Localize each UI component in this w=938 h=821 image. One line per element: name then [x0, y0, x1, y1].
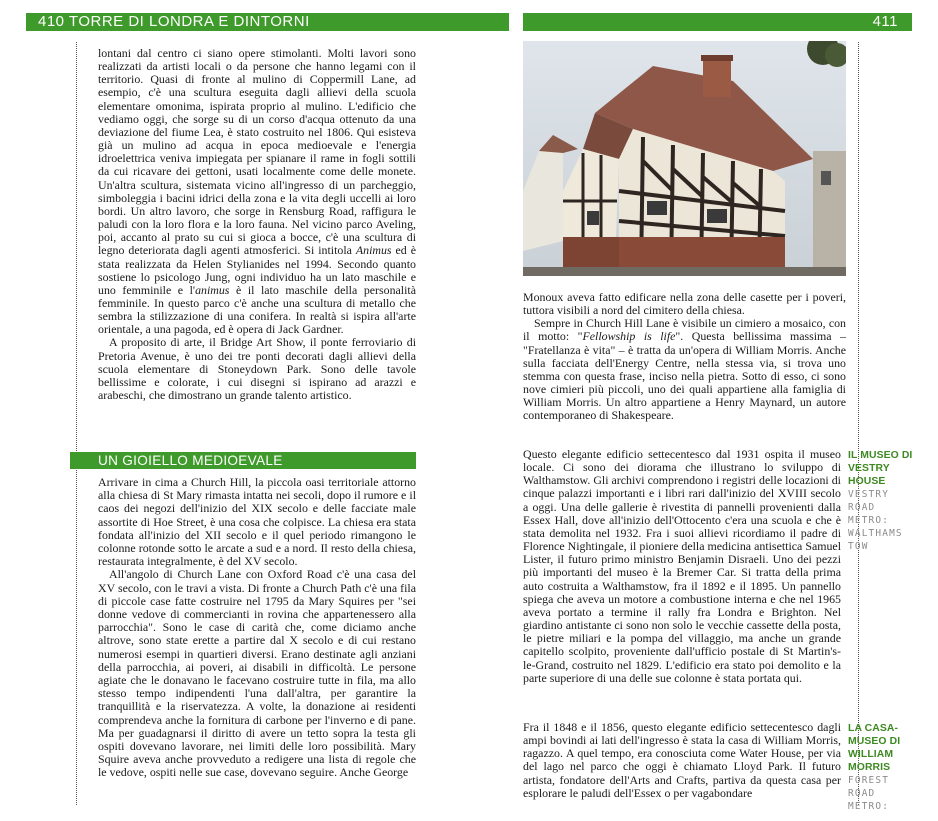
sidebar-title: LA CASA-MUSEO DI WILLIAM MORRIS	[848, 723, 901, 773]
paragraph: Fra il 1848 e il 1856, questo elegante edificio settecentesco dagli ampi bovindi ai lati dell'ingresso è stata la casa di William Morris, ragazzo. A quel tempo, era conosciuta come Water House, per via del lago nel parco che oggi è chiamato Lloyd Park. Il futuro artista, fondatore dell'Arts and Crafts, partiva da questa casa per esplorare le paludi dell'Essex o per vagabondare	[523, 720, 841, 800]
paragraph: Questo elegante edificio settecentesco dal 1931 ospita il museo locale. Ci sono dei diorama che illustrano lo sviluppo di Walthamstow. Gli archivi comprendono i registri delle locazioni di cinque palazzi importanti e i libri rari dall'inizio del XVIII secolo a oggi. Una delle gallerie è rivestita di pannelli provenienti dalla Essex Hall, dove all'inizio dell'Ottocento c'era una scuola e che è stata demolita nel 1932. Fra i suoi allievi ricordiamo il padre di Florence Nightingale, il pioniere della medicina antisettica Samuel Lister, il futuro primo ministro Benjamin Disraeli. Uno dei pezzi più importanti del museo è la Bremer Car. Si tratta della prima auto costruita a Walthamstow, fra il 1892 e il 1895. Un pannello spiega che aveva un motore a combustione interna e che nel 1965 aveva portato a termine il rally fra Londra e Brighton. Nel giardino antistante ci sono non solo le vecchie cassette della posta, le pietre miliari e la pompa del villaggio, ma anche un grande capitello scolpito, proveniente dall'ufficio postale di St Martin's-le-Grand, costruito nel 1829. L'edificio era stato poi demolito e la parte superiore di una delle sue colonne è stata portata qui.	[523, 447, 841, 685]
header-bar	[26, 13, 912, 31]
header-gutter	[509, 13, 523, 31]
page-number-right: 411	[872, 13, 898, 30]
paragraph: A proposito di arte, il Bridge Art Show, il ponte ferroviario di Pretoria Avenue, è uno dei tre ponti decorati dagli allievi della scuola elementare di Stoneydown Park. Sono delle tavole bellissime e colorate, i cui disegni si ispirano ad arazzi e arabeschi, che dimostrano un grande talento artistico.	[98, 335, 416, 403]
sidebar-title: IL MUSEO DI VESTRY HOUSE	[848, 450, 913, 487]
tudor-house-photo	[523, 41, 846, 276]
sidebar-morris	[848, 722, 928, 813]
left-column-text	[98, 47, 416, 402]
sidebar-address: VESTRY ROAD METRO: WALTHAMS TOW	[848, 489, 903, 553]
section-heading-bar	[70, 452, 416, 469]
morris-house-text	[523, 721, 841, 800]
paragraph: All'angolo di Church Lane con Oxford Road c'è una casa del XV secolo, con le travi a vista. Di fronte a Church Path c'è una fila di piccole case fatte costruire nel 1795 da Mary Squires per "sei donne vedove di commercianti in rovina che appartenessero alla parrocchia". Sono le case di carità che, come diciamo anche altrove, sono state erette a partire dal X secolo e di cui restano numerosi esempi in quartieri diversi. Erano destinate agli anziani della parrocchia, ai poveri, ai disabili in difficoltà. Le persone agiate che le donavano le facevano costruire tutte in fila, ma allo stesso tempo indipendenti l'una dall'altra, per garantire la tranquillità e la riservatezza. A volte, la donazione ai residenti comprendeva anche la fornitura di carbone per l'inverno e di pane. Ma per guadagnarsi il diritto di avere un tetto sopra la testa gli ospiti dovevano lavorare, nei limiti delle loro possibilità. Mary Squire aveva anche provveduto a redigere una lista di regole che le vedove, ospiti nelle sue case, dovevano seguire. Anche George	[98, 567, 416, 780]
sidebar-address: FOREST ROAD METRO:	[848, 775, 890, 813]
right-dotted-rule	[858, 42, 859, 805]
museum-text	[523, 448, 841, 685]
sidebar-museum	[848, 449, 928, 553]
right-column-text	[523, 291, 846, 423]
paragraph: lontani dal centro ci siano opere stimolanti. Molti lavori sono realizzati da artisti locali o da persone che hanno legami con il territorio. Quasi di fronte al mulino di Coppermill Lane, ad esempio, c'è una scultura eseguita dagli allievi della scuola elementare omonima, ispirata proprio al mulino. L'edificio che vediamo oggi, che sorge su di un corso d'acqua ottenuto da una deviazione del fiume Lea, è stato costruito nel 1806. Qui esisteva già un mulino ad acqua in epoca medioevale e l'energia idroelettrica veniva impiegata per spianare il rame in fogli sottili da cui ricavare dei gettoni, usati localmente come delle monete. Un'altra scultura, sistemata vicino all'ingresso di un parcheggio, simboleggia i bacini idrici della zona e la vita degli uccelli ai loro bordi. Un altro lavoro, che sorge in Rensburg Road, raffigura le paludi con la loro flora e la loro fauna. Nel vicino parco Aveling, poi, accanto al prato su cui si gioca a bocce, c'è una scultura di legno deteriorata dagli agenti atmosferici. Si intitola Animus ed è stata realizzata da Helen Stylianides nel 1994. Secondo quanto sostiene lo psicologo Jung, ogni individuo ha un lato maschile e uno femminile e l'animus è il lato maschile della personalità femminile. In questo parco c'è anche una scultura di metallo che sembra la stilizzazione di una conifera. In realtà si ispira all'arte orientale, a una pagoda, ed è opera di Jack Gardner.	[98, 46, 416, 337]
paragraph: Arrivare in cima a Church Hill, la piccola oasi territoriale attorno alla chiesa di St Mary rimasta intatta nei secoli, dopo il rumore e il caos dei negozi dell'inizio del XIX secolo e delle facciate male assortite di Hoe Street, è una cosa che colpisce. La chiesa era stata fondata all'inizio del XII secolo e il quel periodo rimangono le colonne rotonde sotto le arcate a sud e a nord. Il resto della chiesa, restaurata integralmente, è del XV secolo.	[98, 475, 416, 569]
paragraph: Monoux aveva fatto edificare nella zona delle casette per i poveri, tuttora visibili a nord del cimitero della chiesa.	[523, 290, 846, 318]
left-dotted-rule	[76, 42, 77, 805]
section-text	[98, 476, 416, 780]
running-head-left: 410 TORRE DI LONDRA E DINTORNI	[38, 13, 310, 30]
paragraph: Sempre in Church Hill Lane è visibile un cimiero a mosaico, con il motto: "Fellowship is life". Questa bellissima massima – "Fratellanza è vita" – è tratta da un'opera di William Morris. Anche sulla facciata dell'Energy Centre, nella stessa via, si trova uno stemma con questa frase, inciso nella pietra. Sotto di esso, ci sono nove cimieri più piccoli, uno dei quali appartiene alla famiglia di William Morris. Un altro appartiene a Henry Maynard, un autore contemporaneo di Shakespeare.	[523, 316, 846, 423]
section-title: UN GIOIELLO MEDIOEVALE	[98, 453, 283, 468]
